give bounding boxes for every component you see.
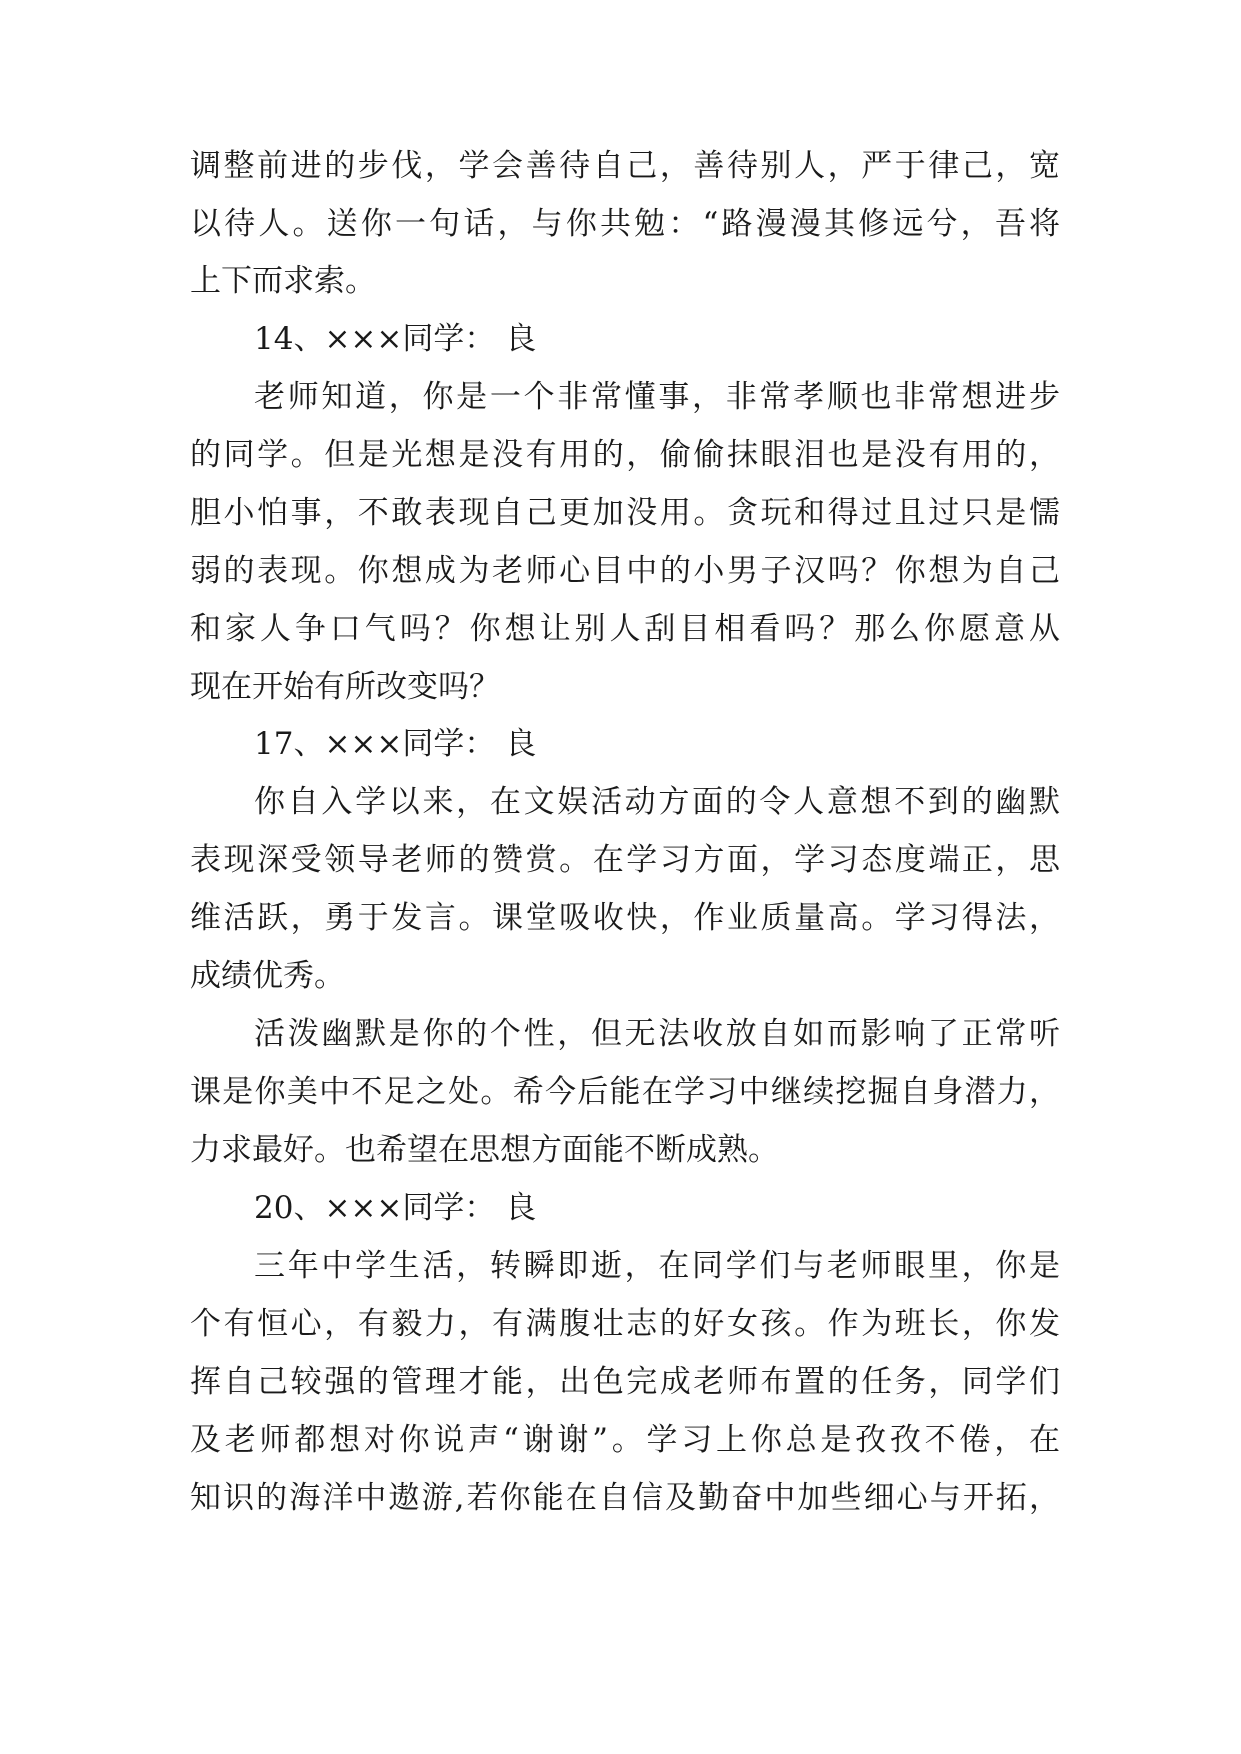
text-line: 胆小怕事，不敢表现自己更加没用。贪玩和得过且过只是懦 [190,495,1060,531]
text-line: 调整前进的步伐，学会善待自己，善待别人，严于律己，宽 [190,148,1060,184]
text-line: 现在开始有所改变吗？ [190,669,500,705]
text-line: 上下而求索。 [190,263,376,299]
text-line: 的同学。但是光想是没有用的，偷偷抹眼泪也是没有用的， [190,437,1060,473]
section-heading: 20、×××同学： 良 [254,1190,537,1226]
text-line: 活泼幽默是你的个性，但无法收放自如而影响了正常听 [254,1016,1060,1052]
text-line: 表现深受领导老师的赞赏。在学习方面，学习态度端正，思 [190,842,1060,878]
text-line: 成绩优秀。 [190,958,345,994]
text-line: 及老师都想对你说声“谢谢”。学习上你总是孜孜不倦，在 [190,1422,1060,1458]
text-line: 老师知道，你是一个非常懂事，非常孝顺也非常想进步 [254,379,1060,415]
text-line: 挥自己较强的管理才能，出色完成老师布置的任务，同学们 [190,1364,1060,1400]
text-line: 以待人。送你一句话，与你共勉：“路漫漫其修远兮，吾将 [190,206,1060,242]
text-line: 和家人争口气吗？你想让别人刮目相看吗？那么你愿意从 [190,611,1060,647]
text-line: 知识的海洋中遨游,若你能在自信及勤奋中加些细心与开拓， [190,1480,1060,1516]
text-line: 个有恒心，有毅力，有满腹壮志的好女孩。作为班长，你发 [190,1306,1060,1342]
section-heading: 14、×××同学： 良 [254,321,537,357]
text-line: 弱的表现。你想成为老师心目中的小男子汉吗？你想为自己 [190,553,1060,589]
text-line: 三年中学生活，转瞬即逝，在同学们与老师眼里，你是 [254,1248,1060,1284]
text-line: 维活跃，勇于发言。课堂吸收快，作业质量高。学习得法， [190,900,1060,936]
section-heading: 17、×××同学： 良 [254,726,537,762]
text-line: 课是你美中不足之处。希今后能在学习中继续挖掘自身潜力， [190,1074,1060,1110]
text-line: 力求最好。也希望在思想方面能不断成熟。 [190,1132,779,1168]
text-line: 你自入学以来，在文娱活动方面的令人意想不到的幽默 [254,784,1060,820]
